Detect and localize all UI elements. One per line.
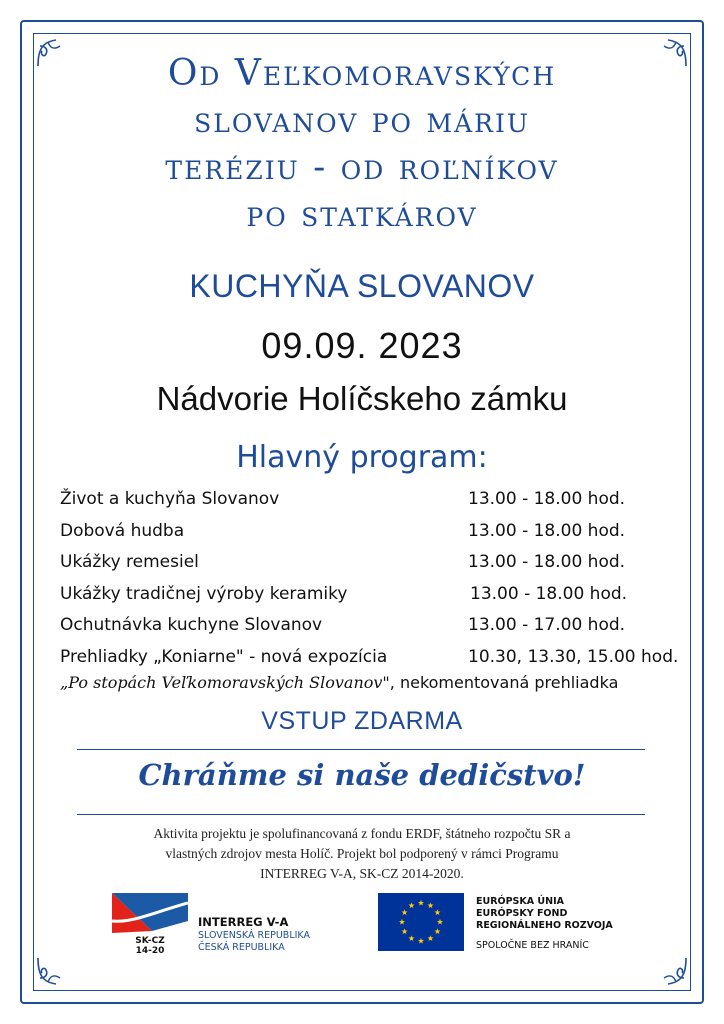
- program-heading: Hlavný program:: [236, 440, 488, 475]
- title-line-3: teréziu - od roľníkov: [165, 147, 559, 188]
- program-row: [60, 547, 670, 579]
- program-time: 13.00 - 17.00 hod.: [468, 615, 626, 635]
- eu-line-1: EURÓPSKA ÚNIA: [476, 896, 564, 907]
- eu-flag-icon: [378, 893, 464, 951]
- eu-line-3: REGIONÁLNEHO ROZVOJA: [476, 920, 613, 931]
- program-time: 13.00 - 18.00 hod.: [470, 583, 628, 604]
- tour-note: [60, 673, 670, 692]
- program-time: 13.00 - 18.00 hod.: [468, 489, 626, 509]
- interreg-badge-top: SK-CZ: [135, 936, 165, 946]
- program-row: [60, 484, 670, 516]
- program-activity: Dobová hudba: [60, 520, 185, 541]
- program-row: [60, 610, 670, 642]
- program-row: [60, 642, 679, 674]
- tour-suffix: , nekomentovaná prehliadka: [389, 673, 619, 692]
- interreg-badge-icon: [112, 893, 188, 955]
- title-line-1: Od Veľkomoravských: [167, 53, 557, 94]
- program-activity: Prehliadky „Koniarne" - nová expozícia: [60, 646, 388, 667]
- program-time: 13.00 - 18.00 hod.: [468, 552, 626, 572]
- divider: [77, 814, 645, 815]
- slogan: Chráňme si naše dedičstvo!: [138, 758, 586, 792]
- interreg-country-1: SLOVENSKÁ REPUBLIKA: [198, 930, 310, 941]
- corner-ornament-icon: [36, 954, 70, 988]
- program-activity: Ukážky tradičnej výroby keramiky: [60, 583, 348, 604]
- eu-slogan: SPOLOČNE BEZ HRANÍC: [476, 940, 589, 951]
- program-list: [60, 484, 679, 673]
- event-date: 09.09. 2023: [261, 325, 463, 366]
- title-line-4: po statkárov: [246, 194, 478, 235]
- tour-title: „Po stopách Veľkomoravských Slovanov": [60, 673, 390, 692]
- eu-logo: [378, 893, 638, 957]
- interreg-logo: [112, 893, 352, 957]
- corner-ornament-icon: [654, 954, 688, 988]
- funding-note: [90, 824, 634, 884]
- interreg-name: INTERREG V-A: [198, 915, 289, 929]
- interreg-country-2: ČESKÁ REPUBLIKA: [198, 942, 285, 953]
- program-row: [60, 516, 670, 548]
- program-time: 10.30, 13.30, 15.00 hod.: [468, 646, 679, 667]
- admission-free: VSTUP ZDARMA: [261, 707, 463, 735]
- eu-line-2: EURÓPSKY FOND: [476, 908, 568, 919]
- program-row: [60, 579, 670, 611]
- event-subtitle: KUCHYŇA SLOVANOV: [189, 268, 535, 304]
- funding-line-2: vlastných zdrojov mesta Holíč. Projekt bol podporený v rámci Programu: [165, 846, 559, 861]
- funding-line-1: Aktivita projektu je spolufinancovaná z fondu ERDF, štátneho rozpočtu SR a: [153, 826, 571, 841]
- event-venue: Nádvorie Holíčskeho zámku: [156, 380, 568, 417]
- page-title: [60, 50, 664, 238]
- divider: [77, 749, 645, 750]
- funding-line-3: INTERREG V-A, SK-CZ 2014-2020.: [260, 866, 464, 881]
- program-activity: Ochutnávka kuchyne Slovanov: [60, 615, 323, 635]
- program-activity: Život a kuchyňa Slovanov: [60, 489, 280, 509]
- interreg-badge-bottom: 14-20: [135, 946, 165, 955]
- program-activity: Ukážky remesiel: [60, 552, 199, 572]
- program-time: 13.00 - 18.00 hod.: [468, 520, 626, 541]
- title-line-2: slovanov po máriu: [194, 100, 530, 141]
